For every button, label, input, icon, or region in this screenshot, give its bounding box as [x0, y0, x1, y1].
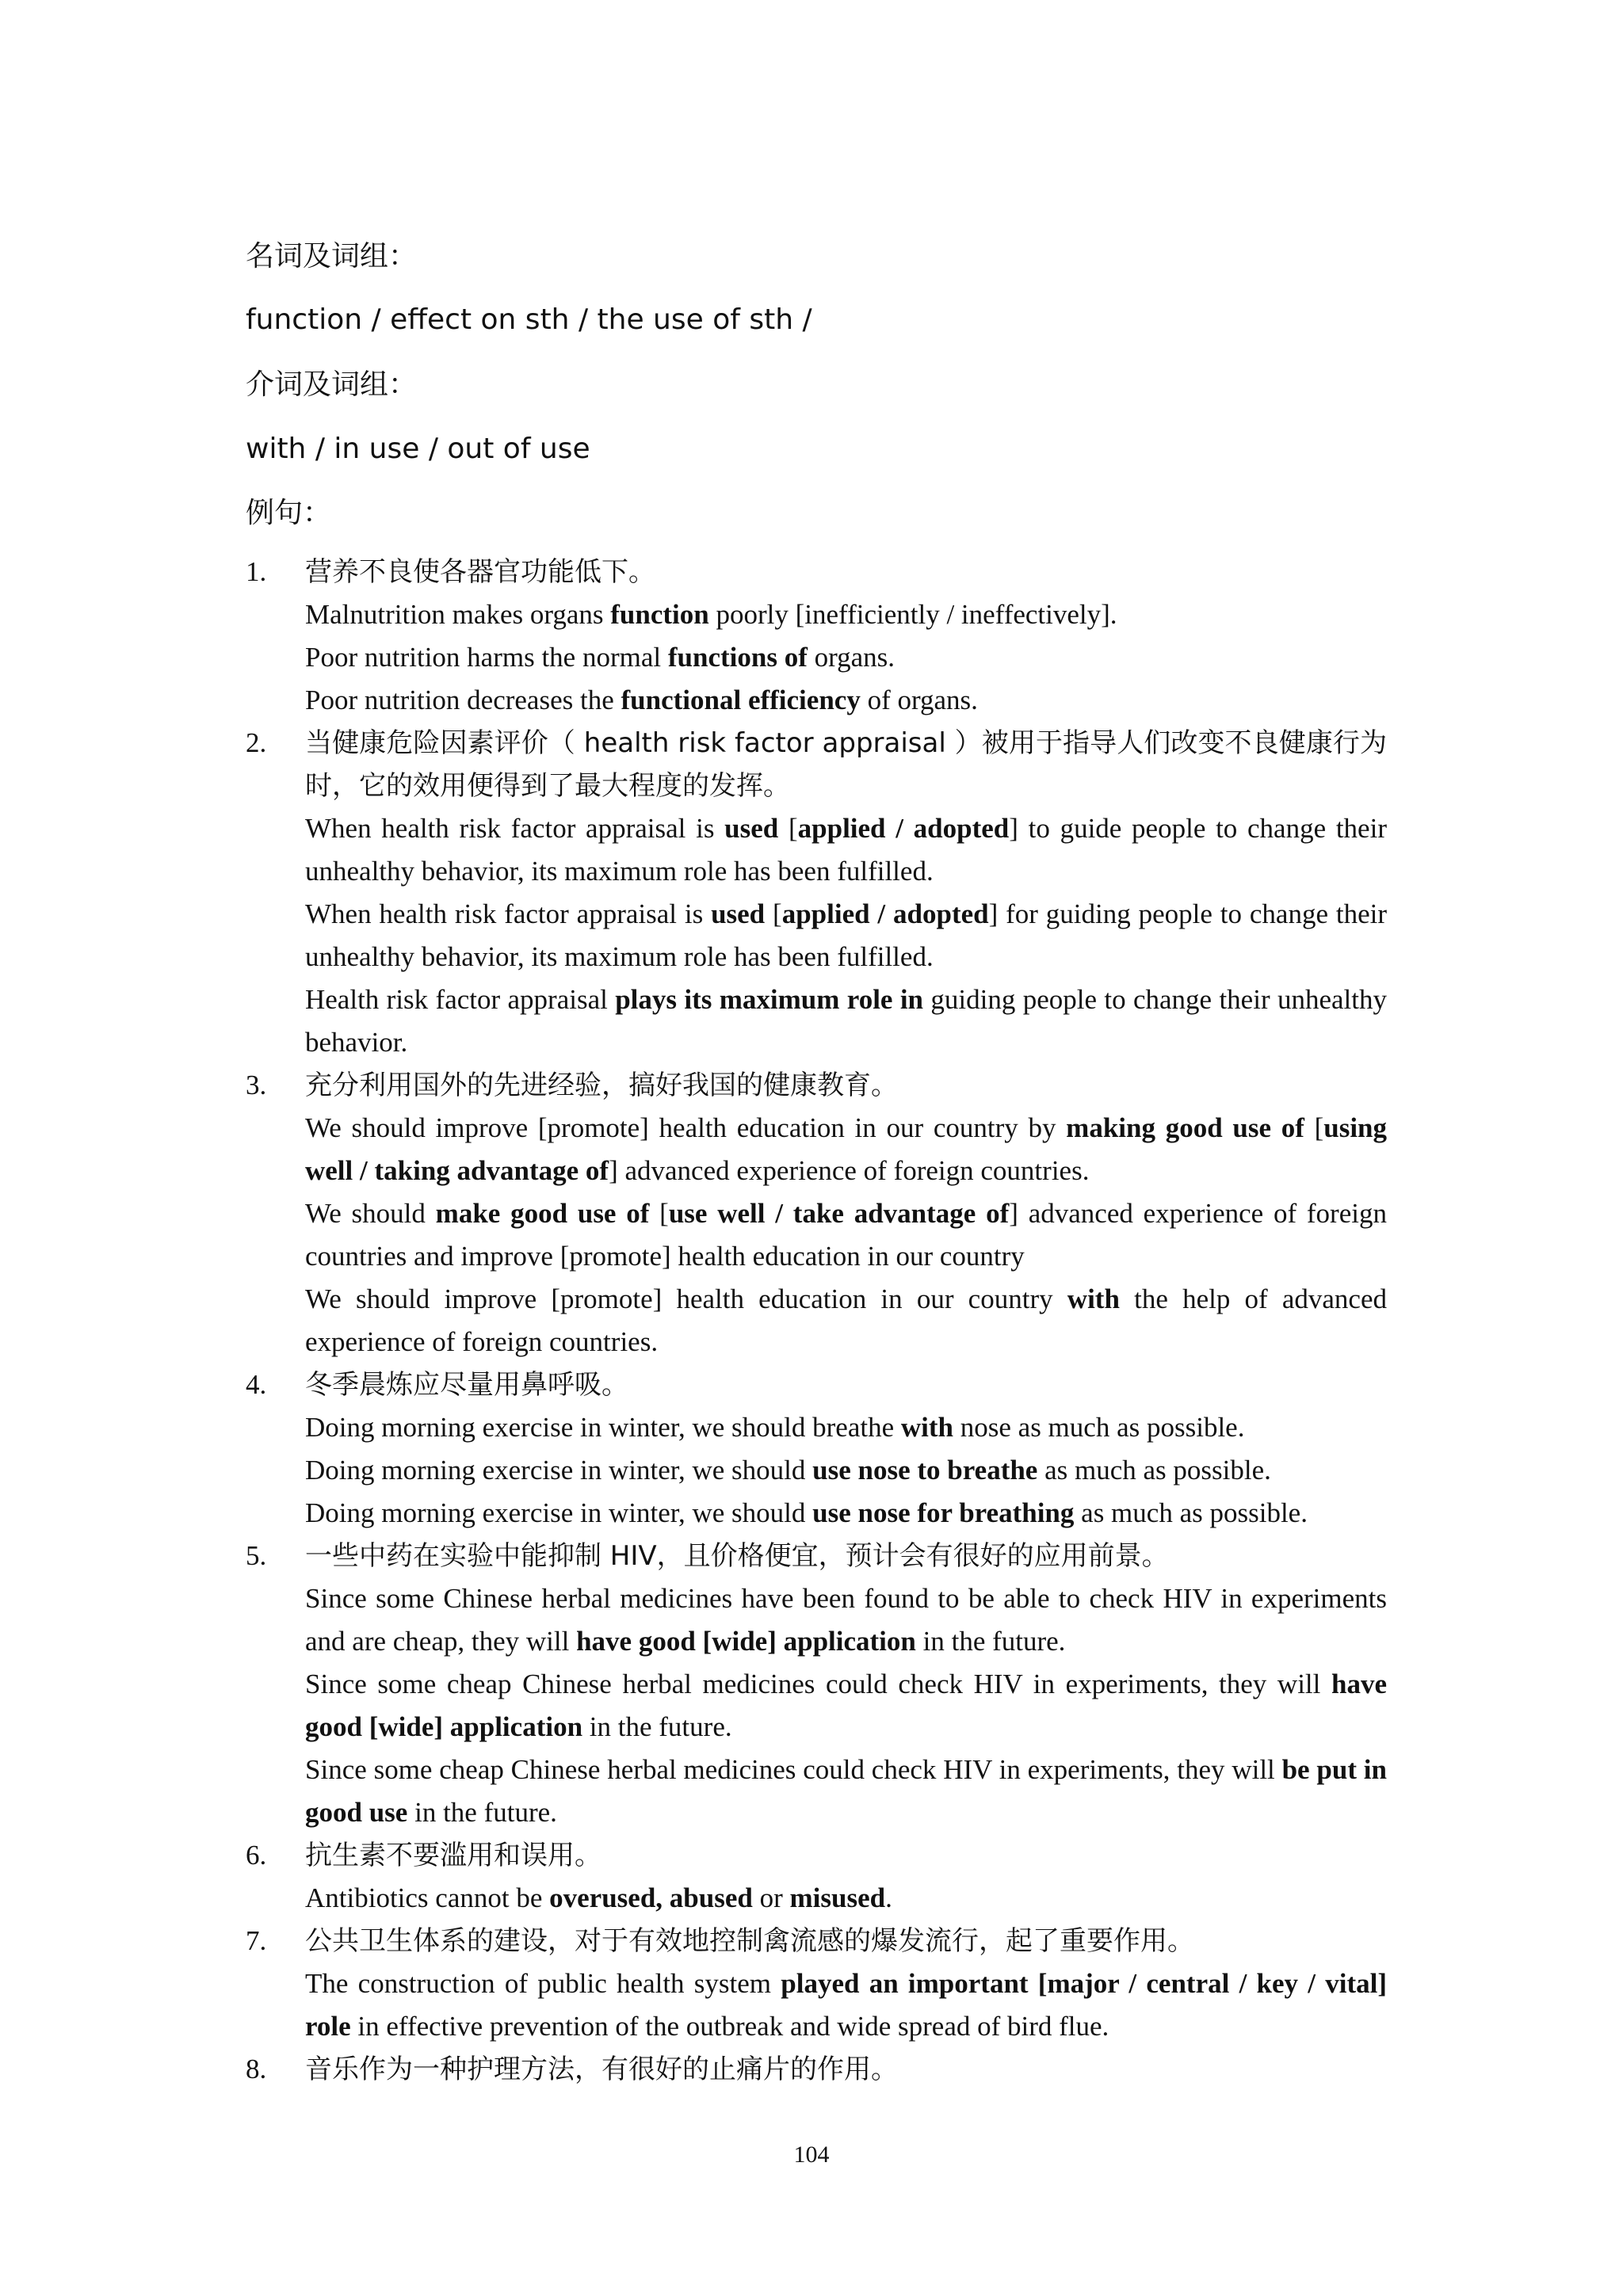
example-english-translation	[305, 636, 1387, 679]
example-chinese-sentence: 音乐作为一种护理方法，有很好的止痛片的作用。	[305, 2054, 898, 2085]
translation-text: Health risk factor appraisal	[305, 984, 616, 1015]
example-body	[305, 1064, 1387, 1363]
translation-text: Poor nutrition decreases the	[305, 685, 621, 715]
translation-text: in the future.	[915, 1626, 1066, 1657]
key-phrase: use nose to breathe	[812, 1455, 1038, 1486]
example-chinese-sentence: 公共卫生体系的建设，对于有效地控制禽流感的爆发流行，起了重要作用。	[305, 1925, 1194, 1957]
example-item	[246, 1920, 1387, 2048]
translation-text: Doing morning exercise in winter, we should	[305, 1455, 813, 1486]
example-item	[246, 551, 1387, 722]
translation-text: [	[1304, 1112, 1324, 1143]
translation-text: the help of advanced experience of foreign countries.	[305, 1283, 1388, 1357]
key-phrase: have good [wide] application	[305, 1669, 1387, 1742]
translation-text: organs.	[807, 642, 896, 673]
example-body	[305, 1834, 1387, 1920]
example-item	[246, 1535, 1387, 1834]
key-phrase: using well / taking advantage of	[305, 1112, 1388, 1186]
translation-text: Since some cheap Chinese herbal medicines could check HIV in experiments, they will	[305, 1754, 1282, 1785]
example-body	[305, 1920, 1387, 2048]
example-body	[305, 722, 1387, 1064]
example-english-translation	[305, 1492, 1387, 1535]
key-phrase: make good use of	[435, 1198, 650, 1229]
translation-text: Malnutrition makes organs	[305, 599, 611, 630]
key-phrase: functional efficiency	[621, 685, 861, 715]
translation-text: ] advanced experience of foreign countries.	[609, 1155, 1090, 1186]
translation-text: as much as possible.	[1037, 1455, 1271, 1486]
translation-text: The construction of public health system	[305, 1968, 781, 1999]
example-english-translation	[305, 1962, 1387, 2048]
example-english-translation	[305, 1192, 1387, 1278]
translation-text: as much as possible.	[1074, 1497, 1308, 1528]
page-number: 104	[793, 2142, 830, 2168]
example-english-translation	[305, 1107, 1387, 1192]
translation-text: .	[885, 1882, 892, 1913]
example-number: 7.	[246, 1925, 267, 1956]
example-chinese-sentence: 营养不良使各器官功能低下。	[305, 556, 655, 588]
translation-text: We should	[305, 1198, 436, 1229]
example-item	[246, 2048, 1387, 2091]
key-phrase: misused	[789, 1882, 886, 1913]
example-item	[246, 1363, 1387, 1535]
example-chinese-sentence: 当健康危险因素评价（ health risk factor appraisal ）被用于指导人们改变不良健康行为时，它的效用便得到了最大程度的发挥。	[305, 727, 1387, 802]
translation-text: [	[765, 898, 782, 929]
translation-text: ] to guide people to change their unhealthy behavior, its maximum role has been fulfilled.	[305, 813, 1387, 887]
example-english-translation	[305, 1749, 1387, 1834]
translation-text: in the future.	[582, 1711, 732, 1742]
section-heading-examples: 例句：	[246, 497, 332, 529]
example-number: 4.	[246, 1369, 267, 1400]
key-phrase: use nose for breathing	[812, 1497, 1075, 1528]
key-phrase: making good use of	[1066, 1112, 1304, 1143]
key-phrase: overused, abused	[549, 1882, 753, 1913]
example-body	[305, 2048, 1387, 2091]
key-phrase: have good [wide] application	[576, 1626, 916, 1657]
translation-text: [	[649, 1198, 669, 1229]
translation-text: of organs.	[860, 685, 978, 715]
translation-text: ] for guiding people to change their unhealthy behavior, its maximum role has been fulfilled.	[305, 898, 1387, 972]
key-phrase: functions of	[667, 642, 808, 673]
example-body	[305, 1535, 1387, 1834]
example-body	[305, 1363, 1387, 1535]
example-item	[246, 1064, 1387, 1363]
key-phrase: used	[724, 813, 779, 844]
example-english-translation	[305, 1577, 1387, 1663]
example-number: 1.	[246, 556, 267, 587]
example-chinese-sentence: 充分利用国外的先进经验，搞好我国的健康教育。	[305, 1070, 898, 1101]
section-heading-nouns: 名词及词组：	[246, 240, 418, 273]
example-number: 6.	[246, 1840, 267, 1871]
key-phrase: be put in good use	[305, 1754, 1387, 1828]
example-number: 3.	[246, 1070, 267, 1100]
example-body	[305, 551, 1387, 722]
translation-text: Doing morning exercise in winter, we should	[305, 1497, 813, 1528]
translation-text: When health risk factor appraisal is	[305, 898, 712, 929]
translation-text: Since some cheap Chinese herbal medicines could check HIV in experiments, they will	[305, 1669, 1331, 1699]
example-english-translation	[305, 1406, 1387, 1449]
translation-text: We should improve [promote] health education in our country	[305, 1283, 1067, 1314]
translation-text: Since some Chinese herbal medicines have been found to be able to check HIV in experiments and are cheap, they will	[305, 1583, 1387, 1657]
example-english-translation	[305, 679, 1387, 722]
example-number: 2.	[246, 727, 267, 758]
example-number: 8.	[246, 2054, 267, 2084]
example-english-translation	[305, 1449, 1387, 1492]
key-phrase: applied / adopted	[797, 813, 1010, 844]
example-number: 5.	[246, 1540, 267, 1571]
translation-text: in the future.	[407, 1797, 557, 1828]
key-phrase: applied / adopted	[781, 898, 989, 929]
key-phrase: with	[1067, 1283, 1120, 1314]
example-english-translation	[305, 1663, 1387, 1749]
translation-text: When health risk factor appraisal is	[305, 813, 725, 844]
translation-text: Antibiotics cannot be	[305, 1882, 550, 1913]
translation-text: [	[778, 813, 798, 844]
translation-text: guiding people to change their unhealthy behavior.	[305, 984, 1387, 1058]
translation-text: ] advanced experience of foreign countries and improve [promote] health education in our country	[305, 1198, 1387, 1272]
example-chinese-sentence: 抗生素不要滥用和误用。	[305, 1840, 601, 1871]
translation-text: or	[752, 1882, 790, 1913]
translation-text: Poor nutrition harms the normal	[305, 642, 668, 673]
translation-text: We should improve [promote] health education in our country by	[305, 1112, 1067, 1143]
translation-text: poorly [inefficiently / ineffectively].	[708, 599, 1117, 630]
example-english-translation	[305, 593, 1387, 636]
example-list	[246, 551, 1387, 2091]
example-english-translation	[305, 978, 1387, 1064]
example-item	[246, 722, 1387, 1064]
translation-text: nose as much as possible.	[953, 1412, 1245, 1443]
example-english-translation	[305, 893, 1387, 978]
key-phrase: function	[610, 599, 709, 630]
key-phrase: plays its maximum role in	[615, 984, 924, 1015]
section-prepositions-content: with / in use / out of use	[246, 433, 590, 465]
key-phrase: played an important [major / central / key / vital] role	[305, 1968, 1387, 2042]
key-phrase: with	[900, 1412, 953, 1443]
example-chinese-sentence: 一些中药在实验中能抑制 HIV，且价格便宜，预计会有很好的应用前景。	[305, 1540, 1169, 1572]
key-phrase: use well / take advantage of	[668, 1198, 1010, 1229]
example-english-translation	[305, 807, 1387, 893]
example-english-translation	[305, 1877, 1387, 1920]
translation-text: in effective prevention of the outbreak and wide spread of bird flue.	[350, 2011, 1109, 2042]
translation-text: Doing morning exercise in winter, we should breathe	[305, 1412, 901, 1443]
example-chinese-sentence: 冬季晨炼应尽量用鼻呼吸。	[305, 1369, 628, 1401]
section-heading-prepositions: 介词及词组：	[246, 368, 418, 401]
example-item	[246, 1834, 1387, 1920]
example-english-translation	[305, 1278, 1387, 1363]
section-nouns-content: function / effect on sth / the use of sth /	[246, 303, 812, 336]
key-phrase: used	[711, 898, 766, 929]
